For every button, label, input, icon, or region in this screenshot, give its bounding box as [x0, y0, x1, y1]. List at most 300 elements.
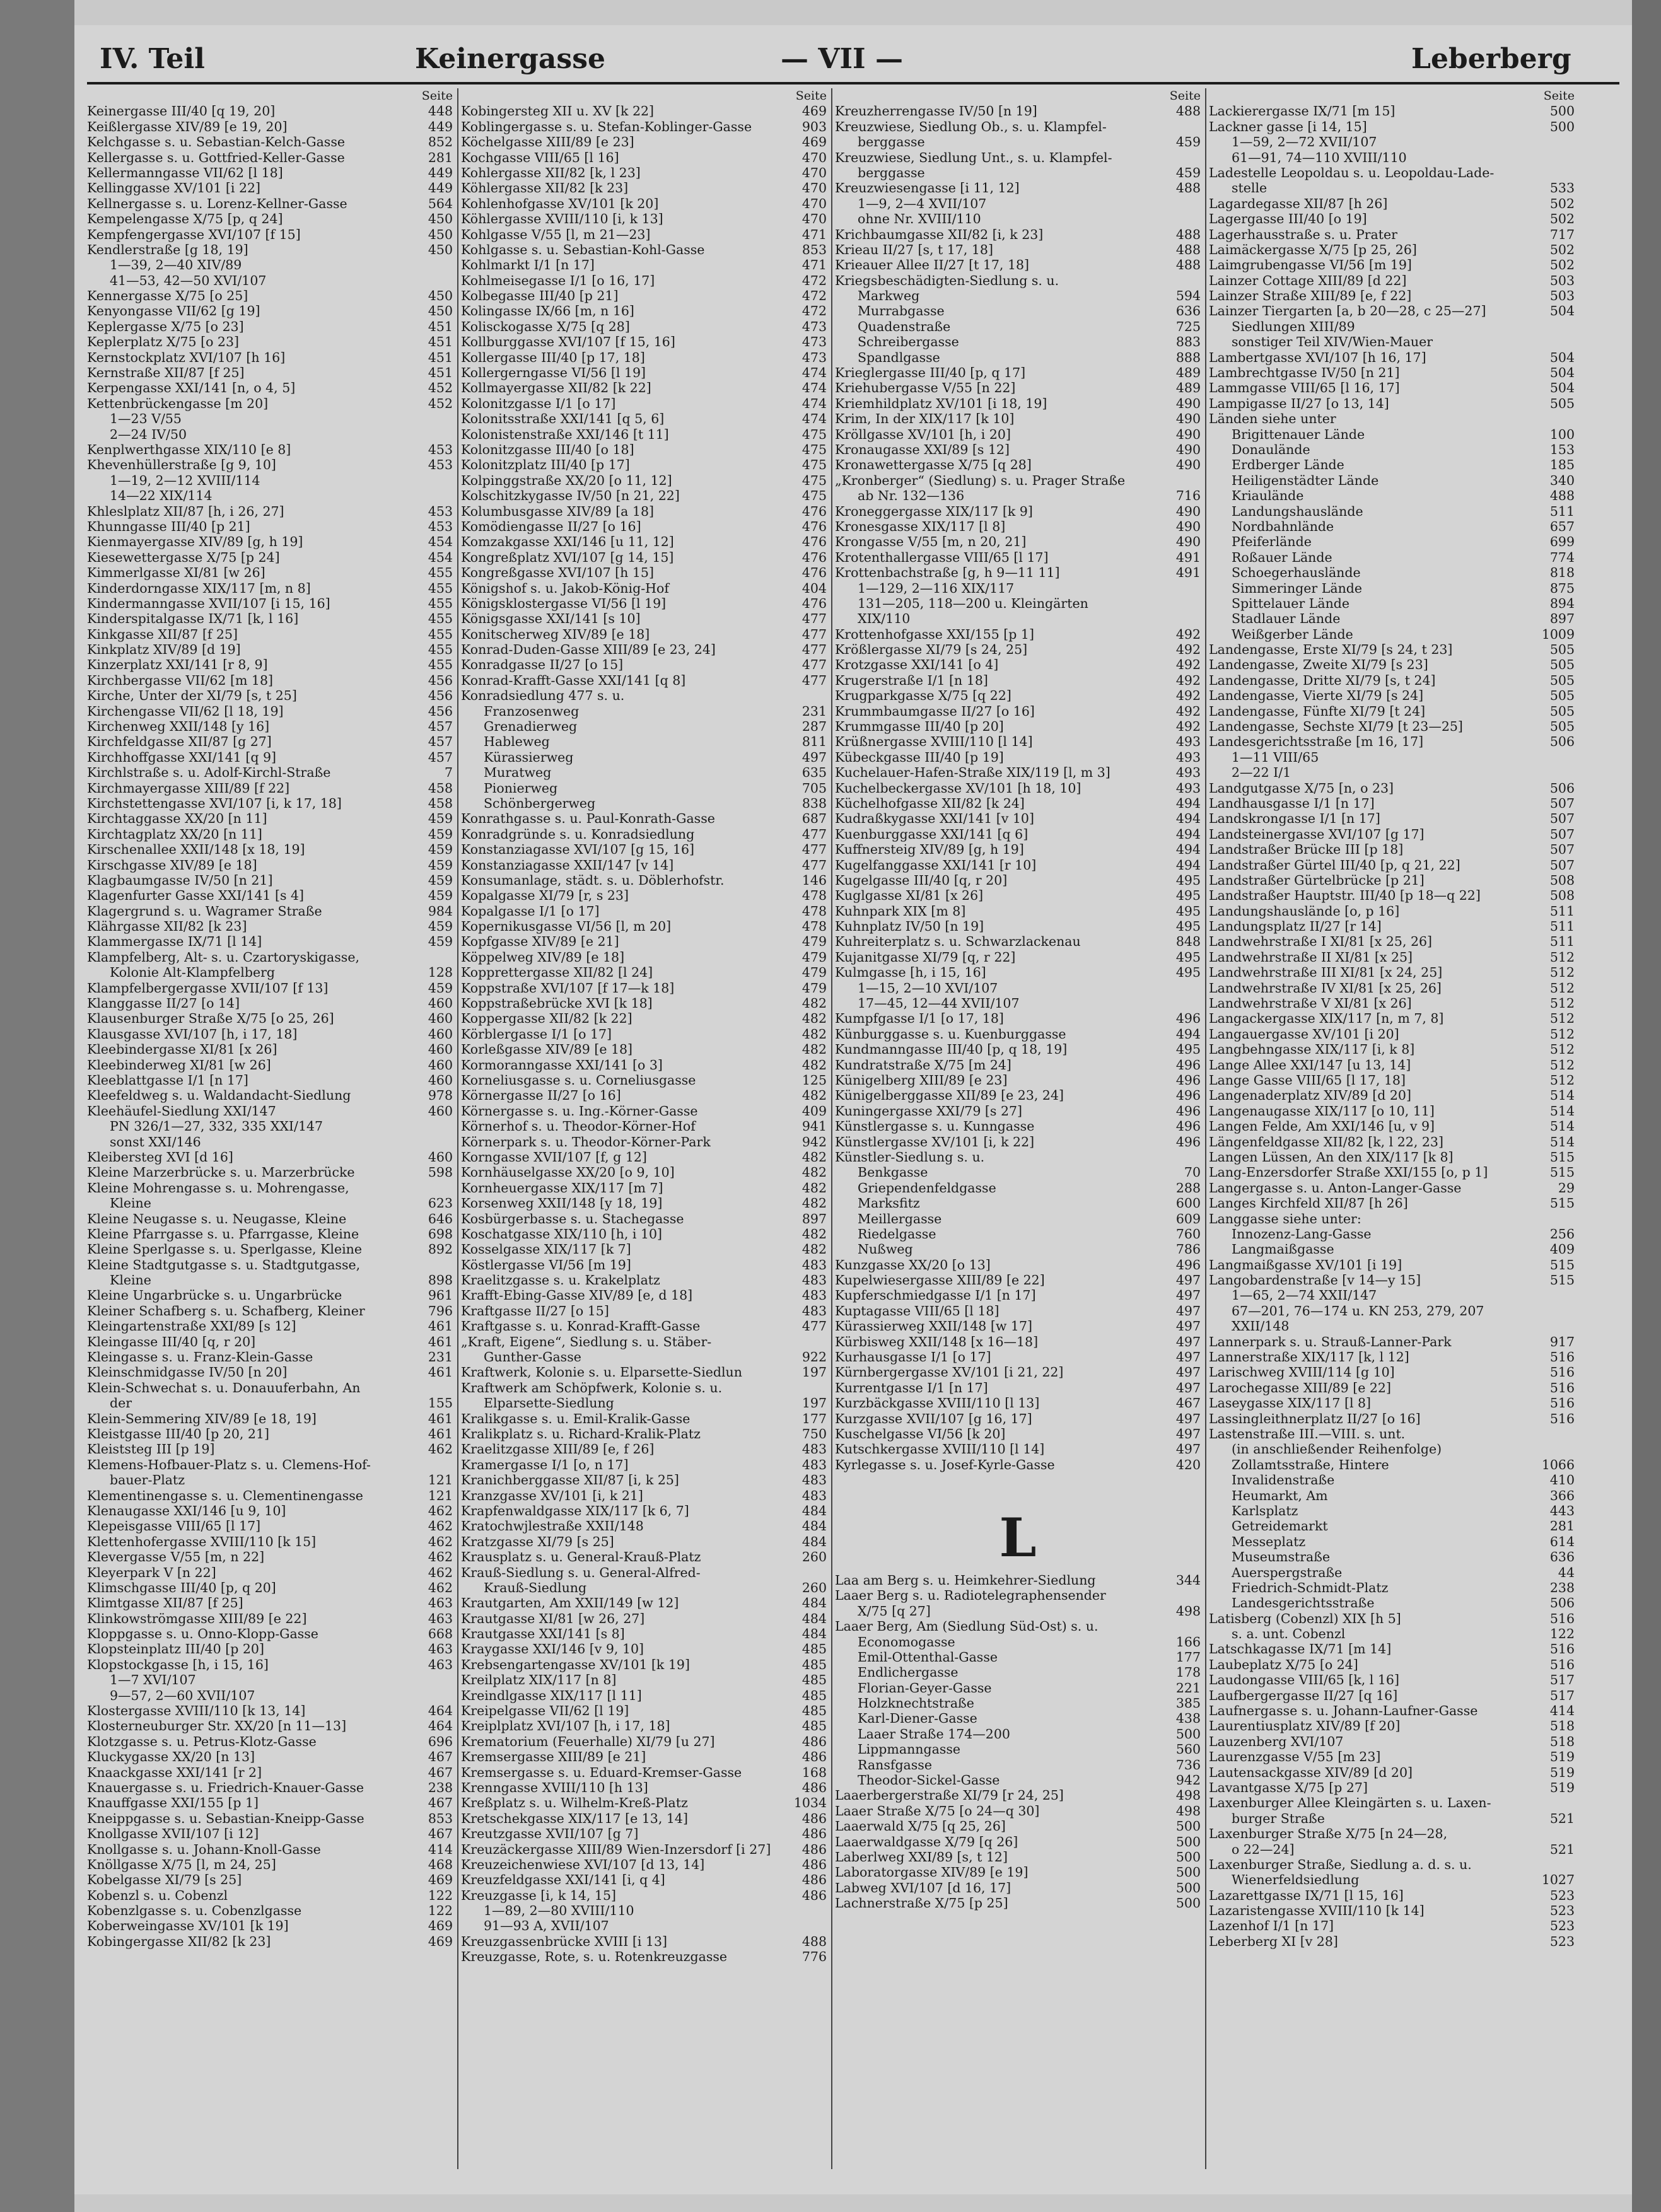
entry-page: 478 — [801, 903, 827, 919]
entry-page: 516 — [1549, 1349, 1575, 1365]
entry-name: Krematorium (Feuerhalle) XI/79 [u 27] — [461, 1733, 715, 1749]
index-entry — [1209, 1626, 1575, 1641]
index-entry — [835, 642, 1201, 657]
seite-heading: Seite — [421, 89, 453, 103]
entry-name: ab Nr. 132—136 — [858, 488, 965, 504]
entry-name: 1—39, 2—40 XIV/89 — [110, 257, 242, 273]
entry-name: Kuenburggasse XXI/141 [q 6] — [835, 826, 1029, 842]
index-entry — [835, 1834, 1201, 1849]
entry-name: Landstraßer Brücke III [p 18] — [1209, 842, 1404, 858]
entry-name: Kleine Neugasse s. u. Neugasse, Kleine — [87, 1211, 347, 1226]
entry-page: 516 — [1549, 1610, 1575, 1626]
entry-name: Griependenfeldgasse — [858, 1180, 996, 1196]
index-entry — [835, 965, 1201, 980]
entry-page: 404 — [801, 580, 827, 596]
entry-page: 467 — [428, 1749, 453, 1765]
index-entry — [461, 242, 827, 257]
entry-page: 486 — [801, 1826, 827, 1842]
entry-name: Konradsiedlung 477 s. u. — [461, 688, 625, 704]
index-entry — [87, 1872, 453, 1887]
index-entry — [835, 150, 1201, 165]
entry-page: 486 — [801, 1887, 827, 1903]
entry-page: 469 — [801, 134, 827, 150]
entry-page: 459 — [428, 826, 453, 842]
entry-name: Krapfenwaldgasse XIX/117 [k 6, 7] — [461, 1503, 689, 1518]
entry-name: Kohlmeisegasse I/1 [o 16, 17] — [461, 272, 655, 288]
entry-page: 455 — [428, 642, 453, 658]
entry-page: 512 — [1549, 949, 1575, 965]
index-entry — [461, 1288, 827, 1303]
entry-name: Lazarettgasse IX/71 [l 15, 16] — [1209, 1887, 1404, 1903]
index-entry — [1209, 103, 1575, 119]
entry-page: 519 — [1549, 1779, 1575, 1795]
entry-name: Klettenhofergasse XVIII/110 [k 15] — [87, 1534, 317, 1549]
entry-page: 516 — [1549, 1656, 1575, 1672]
entry-name: Klevergasse V/55 [m, n 22] — [87, 1549, 265, 1565]
entry-page: 514 — [1549, 1088, 1575, 1103]
entry-page: 464 — [428, 1718, 453, 1734]
entry-page: 505 — [1549, 719, 1575, 735]
entry-name: Kohlmarkt I/1 [n 17] — [461, 257, 595, 273]
index-entry — [1209, 673, 1575, 688]
index-entry — [87, 950, 453, 965]
entry-page: 482 — [801, 1057, 827, 1073]
entry-name: Laxenburger Straße, Siedlung a. d. s. u. — [1209, 1856, 1472, 1872]
entry-page: 489 — [1175, 365, 1201, 381]
entry-page: 760 — [1175, 1226, 1201, 1242]
index-entry — [87, 150, 453, 165]
entry-page: 420 — [1175, 1457, 1201, 1472]
entry-page: 474 — [801, 395, 827, 411]
entry-name: Künigelberggasse XII/89 [e 23, 24] — [835, 1088, 1064, 1103]
index-entry — [461, 1949, 827, 1964]
entry-name: Kreutzgasse XVII/107 [g 7] — [461, 1826, 639, 1842]
index-entry — [1209, 858, 1575, 873]
entry-page: 414 — [1549, 1703, 1575, 1719]
entry-name: Kriaulände — [1232, 488, 1304, 504]
entry-name: Konstanziagasse XXII/147 [v 14] — [461, 857, 674, 873]
index-entry — [835, 934, 1201, 949]
entry-name: Klenaugasse XXI/146 [u 9, 10] — [87, 1503, 286, 1518]
entry-page: 978 — [428, 1088, 453, 1103]
entry-page: 100 — [1549, 426, 1575, 442]
entry-name: Muratweg — [484, 765, 552, 781]
index-entry — [835, 1895, 1201, 1911]
index-entry — [835, 1634, 1201, 1650]
entry-page: 636 — [1549, 1549, 1575, 1565]
entry-name: Kleingartenstraße XXI/89 [s 12] — [87, 1318, 296, 1334]
index-entry — [87, 211, 453, 226]
entry-name: Kundmanngasse III/40 [p, q 18, 19] — [835, 1042, 1068, 1057]
entry-page: 503 — [1549, 288, 1575, 304]
entry-page: 70 — [1184, 1165, 1201, 1180]
entry-name: Krautgasse XI/81 [w 26, 27] — [461, 1610, 645, 1626]
entry-name: Landwehrstraße II XI/81 [x 25] — [1209, 949, 1413, 965]
index-entry — [87, 1826, 453, 1841]
entry-page: 456 — [428, 672, 453, 688]
index-entry — [1209, 550, 1575, 565]
entry-name: Kolingasse IX/66 [m, n 16] — [461, 303, 634, 319]
entry-page: 479 — [801, 965, 827, 981]
entry-name: Lippmanngasse — [858, 1742, 960, 1757]
index-entry — [87, 1011, 453, 1026]
entry-name: Landsteinergasse XVI/107 [g 17] — [1209, 826, 1425, 842]
entry-page: 838 — [801, 795, 827, 811]
entry-name: Kinkgasse XII/87 [f 25] — [87, 626, 238, 642]
index-entry — [87, 781, 453, 796]
entry-name: Laubeplatz X/75 [o 24] — [1209, 1656, 1358, 1672]
seite-heading: Seite — [1543, 89, 1575, 103]
entry-name: „Kronberger“ (Siedlung) s. u. Prager Straße — [835, 472, 1126, 488]
entry-name: Kolpinggstraße XX/20 [o 11, 12] — [461, 472, 672, 488]
entry-page: 776 — [801, 1949, 827, 1965]
entry-page: 452 — [428, 395, 453, 411]
entry-name: Brigittenauer Lände — [1232, 426, 1365, 442]
entry-name: Benkgasse — [858, 1165, 928, 1180]
entry-page: 490 — [1175, 503, 1201, 519]
index-entry — [461, 950, 827, 965]
entry-name: Kutschkergasse XVIII/110 [l 14] — [835, 1441, 1045, 1457]
entry-page: 492 — [1175, 657, 1201, 673]
entry-name: Lachnerstraße X/75 [p 25] — [835, 1895, 1008, 1911]
entry-page: 984 — [428, 903, 453, 919]
entry-page: 512 — [1549, 965, 1575, 981]
index-entry — [87, 196, 453, 211]
entry-page: 505 — [1549, 395, 1575, 411]
entry-page: 457 — [428, 719, 453, 735]
entry-name: Kreuzgassenbrücke XVIII [i 13] — [461, 1933, 668, 1949]
index-entry — [835, 380, 1201, 395]
index-entry — [835, 627, 1201, 642]
entry-page: 657 — [1549, 518, 1575, 534]
index-entry — [461, 473, 827, 488]
entry-page: 922 — [801, 1349, 827, 1365]
entry-page: 517 — [1549, 1687, 1575, 1703]
entry-name: Kürbisweg XXII/148 [x 16—18] — [835, 1334, 1039, 1349]
index-entry — [835, 1665, 1201, 1680]
entry-name: Innozenz-Lang-Gasse — [1232, 1226, 1372, 1242]
index-entry — [835, 1073, 1201, 1088]
entry-name: Kreßplatz s. u. Wilhelm-Kreß-Platz — [461, 1795, 688, 1811]
index-entry — [835, 1349, 1201, 1365]
entry-name: Kurhausgasse I/1 [o 17] — [835, 1349, 991, 1365]
entry-name: Lainzer Tiergarten [a, b 20—28, c 25—27] — [1209, 303, 1486, 319]
entry-name: Konradgründe s. u. Konradsiedlung — [461, 826, 695, 842]
entry-name: Künstlergasse XV/101 [i, k 22] — [835, 1134, 1035, 1150]
entry-name: Kugelgasse III/40 [q, r 20] — [835, 872, 1008, 888]
entry-name: Komzakgasse XXI/146 [u 11, 12] — [461, 534, 674, 550]
entry-page: 450 — [428, 242, 453, 257]
entry-name: Kumpfgasse I/1 [o 17, 18] — [835, 1011, 1004, 1027]
entry-page: 281 — [428, 149, 453, 165]
index-entry — [461, 1226, 827, 1242]
entry-page: 125 — [801, 1073, 827, 1088]
entry-name: Kolonie Alt-Klampfelberg — [110, 965, 276, 981]
index-entry — [87, 627, 453, 642]
index-entry — [835, 1588, 1201, 1603]
index-entry — [1209, 1211, 1575, 1226]
entry-page: 459 — [428, 857, 453, 873]
entry-name: Krüßnergasse XVIII/110 [l 14] — [835, 734, 1033, 750]
entry-name: Kleeblattgasse I/1 [n 17] — [87, 1073, 248, 1088]
entry-page: 514 — [1549, 1103, 1575, 1119]
entry-page: 461 — [428, 1411, 453, 1426]
entry-page: 497 — [1175, 1426, 1201, 1441]
entry-page: 476 — [801, 565, 827, 581]
entry-name: Kreilplatz XIX/117 [n 8] — [461, 1672, 617, 1688]
index-entry — [87, 873, 453, 888]
entry-page: 197 — [801, 1395, 827, 1411]
entry-name: Konradgasse II/27 [o 15] — [461, 657, 624, 673]
index-entry — [461, 1334, 827, 1349]
index-entry — [461, 1472, 827, 1487]
entry-name: Laaer Straße X/75 [o 24—q 30] — [835, 1803, 1040, 1819]
entry-page: 514 — [1549, 1119, 1575, 1134]
entry-name: Korsenweg XXII/148 [y 18, 19] — [461, 1196, 663, 1211]
entry-name: Kunzgasse XX/20 [o 13] — [835, 1257, 991, 1272]
entry-page: 516 — [1549, 1380, 1575, 1395]
entry-name: Kongreßgasse XVI/107 [h 15] — [461, 565, 654, 581]
entry-name: Langgasse siehe unter: — [1209, 1211, 1361, 1226]
entry-page: 467 — [428, 1795, 453, 1811]
entry-page: 515 — [1549, 1272, 1575, 1288]
index-entry — [835, 1650, 1201, 1665]
index-entry — [1209, 165, 1575, 180]
entry-page: 598 — [428, 1165, 453, 1180]
index-entry — [835, 180, 1201, 195]
entry-name: Kernstockplatz XVI/107 [h 16] — [87, 349, 286, 365]
index-entry — [87, 303, 453, 318]
index-entry — [1209, 519, 1575, 534]
entry-name: Karlsplatz — [1232, 1503, 1298, 1518]
entry-name: Krim, In der XIX/117 [k 10] — [835, 411, 1015, 427]
entry-name: Lagardegasse XII/87 [h 26] — [1209, 195, 1388, 211]
entry-page: 456 — [428, 703, 453, 719]
entry-name: Grenadierweg — [484, 719, 578, 735]
index-entry — [461, 1811, 827, 1826]
section-letter: L — [999, 1506, 1037, 1569]
index-entry — [1209, 688, 1575, 703]
entry-page: 635 — [801, 765, 827, 781]
entry-name: Kleebindergasse XI/81 [x 26] — [87, 1042, 277, 1057]
entry-page: 483 — [801, 1288, 827, 1303]
entry-name: Kirschgasse XIV/89 [e 18] — [87, 857, 257, 873]
entry-page: 504 — [1549, 380, 1575, 396]
entry-name: Kornhäuselgasse XX/20 [o 9, 10] — [461, 1165, 675, 1180]
entry-name: Keplerplatz X/75 [o 23] — [87, 334, 240, 350]
index-entry — [835, 1103, 1201, 1119]
entry-page: 478 — [801, 919, 827, 934]
entry-name: Langen Lüssen, An den XIX/117 [k 8] — [1209, 1149, 1454, 1165]
entry-name: 17—45, 12—44 XVII/107 — [858, 996, 1020, 1011]
entry-name: Kurzgasse XVII/107 [g 16, 17] — [835, 1411, 1032, 1426]
entry-page: 450 — [428, 226, 453, 242]
entry-name: Krummbaumgasse II/27 [o 16] — [835, 703, 1035, 719]
entry-page: 238 — [428, 1779, 453, 1795]
entry-page: 498 — [1175, 1603, 1201, 1619]
index-entry — [835, 442, 1201, 457]
index-entry — [1209, 888, 1575, 903]
entry-name: Kornheuergasse XIX/117 [m 7] — [461, 1180, 663, 1196]
index-entry — [1209, 1795, 1575, 1810]
entry-name: Getreidemarkt — [1232, 1518, 1328, 1534]
index-entry — [1209, 704, 1575, 719]
entry-name: Kriegsbeschädigten-Siedlung s. u. — [835, 272, 1059, 288]
entry-page: 484 — [801, 1518, 827, 1534]
entry-name: Lagergasse III/40 [o 19] — [1209, 211, 1367, 227]
index-entry — [1209, 1672, 1575, 1687]
index-entry — [835, 1426, 1201, 1441]
index-entry — [461, 750, 827, 765]
index-entry — [87, 796, 453, 811]
entry-name: Klimtgasse XII/87 [f 25] — [87, 1595, 243, 1611]
entry-name: Körblergasse I/1 [o 17] — [461, 1026, 612, 1042]
entry-name: Kugelfanggasse XXI/141 [r 10] — [835, 857, 1037, 873]
entry-name: Kleiststeg III [p 19] — [87, 1441, 215, 1457]
entry-name: Krafft-Ebing-Gasse XIV/89 [e, d 18] — [461, 1288, 693, 1303]
entry-name: Laaerbergerstraße XI/79 [r 24, 25] — [835, 1788, 1064, 1803]
index-entry — [461, 1580, 827, 1595]
entry-name: Larischweg XVIII/114 [g 10] — [1209, 1365, 1395, 1380]
entry-name: Kleiner Schafberg s. u. Schafberg, Kleiner — [87, 1303, 365, 1318]
entry-name: Kraftgasse s. u. Konrad-Krafft-Gasse — [461, 1318, 701, 1334]
entry-page: 507 — [1549, 826, 1575, 842]
entry-page: 484 — [801, 1595, 827, 1611]
index-entry — [461, 611, 827, 626]
index-entry — [835, 888, 1201, 903]
entry-page: 485 — [801, 1672, 827, 1688]
entry-page: 483 — [801, 1441, 827, 1457]
entry-name: Kuffnersteig XIV/89 [g, h 19] — [835, 842, 1024, 858]
entry-page: 448 — [428, 103, 453, 119]
index-entry — [461, 1780, 827, 1795]
entry-page: 491 — [1175, 565, 1201, 581]
index-entry — [461, 1888, 827, 1903]
entry-name: Krummgasse III/40 [p 20] — [835, 719, 1004, 735]
entry-page: 455 — [428, 657, 453, 673]
entry-name: Langenaugasse XIX/117 [o 10, 11] — [1209, 1103, 1435, 1119]
entry-name: Kleistgasse III/40 [p 20, 21] — [87, 1426, 269, 1441]
entry-page: 482 — [801, 1088, 827, 1103]
index-entry — [87, 519, 453, 534]
entry-name: Kundratstraße X/75 [m 24] — [835, 1057, 1011, 1073]
index-entry — [1209, 611, 1575, 626]
entry-page: 344 — [1175, 1572, 1201, 1588]
entry-page: 482 — [801, 996, 827, 1011]
entry-page: 474 — [801, 365, 827, 381]
index-entry — [1209, 1119, 1575, 1134]
index-entry — [87, 1734, 453, 1749]
entry-name: Klinkowströmgasse XIII/89 [e 22] — [87, 1610, 307, 1626]
entry-name: Komödiengasse II/27 [o 16] — [461, 518, 641, 534]
entry-name: Kuglgasse XI/81 [x 26] — [835, 888, 984, 904]
index-entry — [1209, 1688, 1575, 1703]
index-entry — [87, 1057, 453, 1073]
entry-name: Holzknechtstraße — [858, 1696, 974, 1711]
entry-page: 463 — [428, 1595, 453, 1611]
entry-page: 594 — [1175, 288, 1201, 304]
index-entry — [461, 565, 827, 580]
entry-page: 523 — [1549, 1933, 1575, 1949]
seite-heading: Seite — [1169, 89, 1201, 103]
index-entry — [835, 1488, 1201, 1503]
entry-page: 507 — [1549, 795, 1575, 811]
entry-page: 497 — [1175, 1411, 1201, 1426]
entry-page: 483 — [801, 1303, 827, 1318]
entry-name: Klein-Semmering XIV/89 [e 18, 19] — [87, 1411, 317, 1426]
entry-name: Kremsergasse XIII/89 [e 21] — [461, 1749, 646, 1765]
entry-name: Krausplatz s. u. General-Krauß-Platz — [461, 1549, 701, 1565]
index-entry — [87, 1318, 453, 1334]
index-entry — [87, 842, 453, 857]
index-entry — [87, 1703, 453, 1718]
entry-name: Invalidenstraße — [1232, 1472, 1335, 1488]
entry-name: Klotzgasse s. u. Petrus-Klotz-Gasse — [87, 1733, 317, 1749]
index-entry — [835, 673, 1201, 688]
entry-name: Kopalgasse XI/79 [r, s 23] — [461, 888, 629, 904]
entry-page: 455 — [428, 626, 453, 642]
entry-page: 484 — [801, 1503, 827, 1518]
entry-name: Laimgrubengasse VI/56 [m 19] — [1209, 257, 1412, 273]
entry-name: Lang-Enzersdorfer Straße XXI/155 [o, p 1] — [1209, 1165, 1488, 1180]
index-entry — [1209, 1180, 1575, 1196]
entry-page: 281 — [1549, 1518, 1575, 1534]
entry-page: 512 — [1549, 1073, 1575, 1088]
index-entry — [461, 211, 827, 226]
entry-name: Kürnbergergasse XV/101 [i 21, 22] — [835, 1365, 1064, 1380]
header-rule — [87, 82, 1619, 84]
right-page-edge — [1632, 0, 1661, 2212]
entry-name: Keplergasse X/75 [o 23] — [87, 318, 244, 334]
entry-page: 852 — [428, 134, 453, 150]
entry-page: 496 — [1175, 1119, 1201, 1134]
entry-name: XIX/110 — [858, 611, 911, 627]
index-entry — [461, 981, 827, 996]
entry-name: Langen Felde, Am XXI/146 [u, v 9] — [1209, 1119, 1435, 1134]
index-entry — [461, 1303, 827, 1318]
entry-name: ohne Nr. XVIII/110 — [858, 211, 981, 227]
index-entry — [461, 396, 827, 411]
entry-page: 482 — [801, 1149, 827, 1165]
index-entry — [461, 1934, 827, 1949]
index-entry — [835, 1696, 1201, 1711]
index-entry — [461, 1365, 827, 1380]
entry-name: 1—89, 2—80 XVIII/110 — [484, 1903, 634, 1919]
entry-page: 476 — [801, 595, 827, 611]
index-entry — [835, 1742, 1201, 1757]
entry-name: Lazaristengasse XVIII/110 [k 14] — [1209, 1903, 1425, 1919]
entry-name: Korneliusgasse s. u. Corneliusgasse — [461, 1073, 696, 1088]
index-entry — [461, 1688, 827, 1703]
entry-page: 460 — [428, 996, 453, 1011]
entry-page: 455 — [428, 611, 453, 627]
entry-name: Karl-Diener-Gasse — [858, 1711, 977, 1726]
entry-name: Donaulände — [1232, 441, 1310, 457]
index-entry — [835, 119, 1201, 134]
entry-page: 452 — [428, 380, 453, 396]
index-entry — [461, 1027, 827, 1042]
index-entry — [87, 1303, 453, 1318]
index-entry — [1209, 581, 1575, 596]
entry-name: Laufnergasse s. u. Johann-Laufner-Gasse — [1209, 1703, 1478, 1719]
index-entry — [835, 134, 1201, 149]
entry-name: Kirchtaggasse XX/20 [n 11] — [87, 811, 267, 827]
index-entry — [1209, 196, 1575, 211]
entry-name: Kronaugasse XXI/89 [s 12] — [835, 441, 1010, 457]
entry-name: 131—205, 118—200 u. Kleingärten — [858, 595, 1088, 611]
entry-name: Keißlergasse XIV/89 [e 19, 20] — [87, 119, 288, 134]
entry-name: Künigelberg XIII/89 [e 23] — [835, 1073, 1008, 1088]
